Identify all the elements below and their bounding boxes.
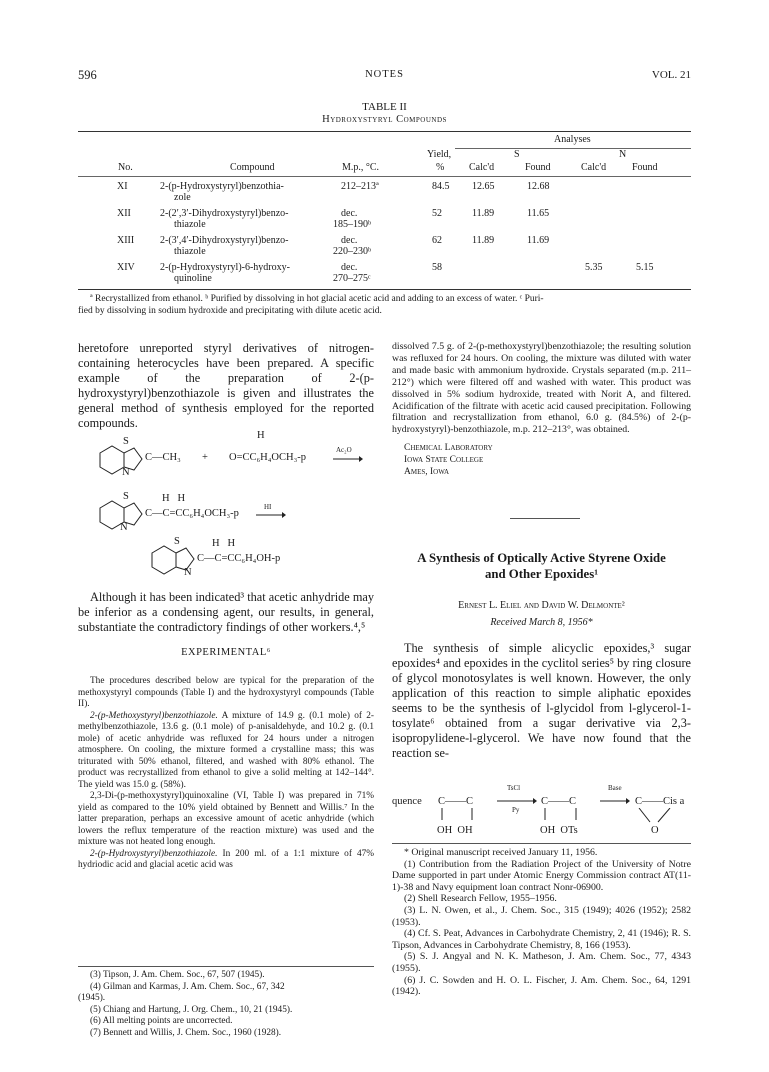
col-yield-unit: % xyxy=(436,162,445,173)
exp-paragraph-3: 2,3-Di-(p-methoxystyryl)quinoxaline (VI, Table I) was prepared in 71% yield as compared to the 10% yield obtained by Bennett and Willis.⁷ In the latter preparation, perhaps an excessive amount of acetic anhydride (which lowers the reflux temperature of the reaction mixture) was used and the mixture was not heated long enough. xyxy=(78,791,374,847)
table-cell-compound-cont: quinoline xyxy=(174,273,212,284)
section-title: NOTES xyxy=(365,69,404,80)
exp-paragraph-2: A mixture of 14.9 g. (0.1 mole) of 2-methylbenzothiazole, 13.6 g. (0.1 mole) of p-anisaldehyde, and 10.2 g. (0.1 mole) of acetic anhydride was refluxed for 24 hours under a nitrogen atmosphere. On cooling, the mixture formed a crystalline mass; this was triturated with 50% ethanol, filtered, and washed with 80% ethanol. The product was recrystallized from ethanol to give a solid melting at 142–144°. The yield was 15.0 g. (58%). xyxy=(78,710,375,790)
sequence-word: quence xyxy=(392,796,422,807)
table-title: Hydroxystyryl Compounds xyxy=(322,114,447,125)
table-top-rule xyxy=(78,131,691,132)
col-compound-header: Compound xyxy=(230,162,275,173)
table-cell-compound: 2-(p-Hydroxystyryl)benzothia- xyxy=(160,181,284,192)
table-header-rule xyxy=(78,176,691,177)
col-n-calcd: Calc'd xyxy=(581,162,607,173)
epoxide-oxygen: O xyxy=(651,825,659,836)
reactant-1: C—CH₃ xyxy=(145,452,181,463)
right-column-top xyxy=(392,341,691,479)
article-body xyxy=(392,641,691,761)
sulfur-label-2: S xyxy=(123,491,129,502)
intro-paragraph: heretofore unreported styryl derivatives of nitrogen-containing heterocycles have been prepared. A specific example of the preparation of 2-(p-hydroxystyryl)benzothiazole is given and illustrates the general method of synthesis employed for the reported compounds. xyxy=(78,341,374,430)
sulfur-label-1: S xyxy=(123,436,129,447)
table-footnote-line-1: ª Recrystallized from ethanol. ᵇ Purified by dissolving in hot glacial acetic acid and adding to an excess of water. ᶜ Puri- xyxy=(90,294,544,304)
continued-procedure: dissolved 7.5 g. of 2-(p-methoxystyryl)benzothiazole; the resulting solution was refluxed for 24 hours. On cooling, the mixture was diluted with water and made basic with ammonium hydroxide. Crystals separated (m.p. 211–212°) which were filtered off and washed with water. This product was dissolved in 5% sodium hydroxide, treated with Norit A, and filtered. Acidification of the filtrate with acetic acid caused precipitation. Following filtration and recrystallization from ethanol, 6.0 g. (84.5%) of 2-(p-hydroxystyryl)-benzothiazole, m.p. 212–213°, was obtained. xyxy=(392,341,691,436)
ref-6: (6) All melting points are uncorrected. xyxy=(90,1016,233,1026)
note-3: (3) L. N. Owen, et al., J. Chem. Soc., 315 (1949); 4026 (1952); 2582 (1953). xyxy=(392,904,691,928)
reagent-py: Py xyxy=(512,806,520,814)
sequence-arrow-2 xyxy=(600,797,630,805)
table-cell-no: XIV xyxy=(117,262,135,273)
nitrogen-label-3: N xyxy=(184,567,192,578)
table-cell-mp: dec. xyxy=(341,262,358,273)
plus-sign: + xyxy=(202,452,208,463)
col-mp-header: M.p., °C. xyxy=(342,162,380,173)
note-2: (2) Shell Research Fellow, 1955–1956. xyxy=(404,893,557,905)
analyses-header: Analyses xyxy=(554,134,591,145)
table-cell-no: XI xyxy=(117,181,128,192)
reaction-arrow-2 xyxy=(256,511,286,519)
sulfur-label-3: S xyxy=(174,536,180,547)
table-cell-mp: 212–213ª xyxy=(341,181,379,192)
tosylate: C——C xyxy=(541,796,577,807)
table-cell-no: XIII xyxy=(117,235,135,246)
article-authors: Ernest L. Eliel and David W. Delmonte² xyxy=(458,600,625,611)
table-cell-yield: 62 xyxy=(432,235,442,246)
table-cell-compound: 2-(3′,4′-Dihydroxystyryl)benzo- xyxy=(160,235,289,246)
note-1: (1) Contribution from the Radiation Project of the University of Notre Dame supported in part under Atomic Energy Commission contract AT(11-1)-38 and Navy equipment loan contract Nonr-06900. xyxy=(392,858,691,893)
ref-5: (5) Chiang and Hartung, J. Org. Chem., 10, 21 (1945). xyxy=(90,1004,293,1015)
table-cell-compound-cont: zole xyxy=(174,192,191,203)
reagent-base: Base xyxy=(608,784,622,792)
article-title-line-2: and Other Epoxides¹ xyxy=(484,567,599,581)
reagent-ac2o: Ac₂O xyxy=(336,446,352,454)
left-column-cont xyxy=(78,590,374,660)
table-cell-yield: 52 xyxy=(432,208,442,219)
reagent-hi: HI xyxy=(264,503,272,511)
n-header: N xyxy=(619,149,627,160)
table-bottom-rule xyxy=(78,289,691,290)
table-cell-compound-cont: thiazole xyxy=(174,219,206,230)
ref-3: (3) Tipson, J. Am. Chem. Soc., 67, 507 (1945). xyxy=(90,970,265,980)
table-cell-mp: dec. xyxy=(341,208,358,219)
table-cell-yield: 58 xyxy=(432,262,442,273)
exp-paragraph-4: In 200 ml. of a 1:1 mixture of 47% hydriodic acid and glacial acetic acid was xyxy=(78,848,374,870)
table-cell-s-calcd: 11.89 xyxy=(472,208,495,219)
product-compound: C—C=CC₆H₄OH-p xyxy=(197,553,281,564)
nitrogen-label-2: N xyxy=(120,522,128,533)
col-no-header: No. xyxy=(118,162,133,173)
affiliation-line-2: Iowa State College xyxy=(404,455,484,466)
note-6: (6) J. C. Sowden and H. O. L. Fischer, J. Am. Chem. Soc., 64, 1291 (1942). xyxy=(392,974,691,998)
sequence-is-a: is a xyxy=(670,796,685,807)
table-cell-compound: 2-(p-Hydroxystyryl)-6-hydroxy- xyxy=(160,262,290,273)
left-column xyxy=(78,341,374,431)
reaction-arrow-1 xyxy=(333,455,363,463)
table-cell-s-found: 11.69 xyxy=(527,235,550,246)
sequence-arrow-1 xyxy=(497,797,537,805)
table-footnotes xyxy=(78,293,691,317)
table-footnote-line-2: fied by dissolving in sodium hydroxide and precipitating with dilute acetic acid. xyxy=(78,306,382,316)
table-cell-compound-cont: thiazole xyxy=(174,246,206,257)
exp-paragraph-4-title: 2-(p-Hydroxystyryl)benzothiazole. xyxy=(90,848,218,859)
affiliation-line-3: Ames, Iowa xyxy=(404,467,450,478)
page-header xyxy=(78,68,691,84)
reagent-tscl: TsCl xyxy=(507,784,521,792)
note-5: (5) S. J. Angyal and N. K. Matheson, J. Am. Chem. Soc., 77, 4343 (1955). xyxy=(392,951,691,974)
table-cell-mp-cont: 185–190ᵇ xyxy=(333,219,372,230)
article-title-line-1: A Synthesis of Optically Active Styrene Oxide xyxy=(417,551,666,565)
s-header: S xyxy=(514,149,520,160)
table-label: TABLE II xyxy=(362,101,407,113)
right-notes xyxy=(392,843,691,998)
exp-paragraph-2-title: 2-(p-Methoxystyryl)benzothiazole. xyxy=(90,710,218,721)
table-cell-compound: 2-(2′,3′-Dihydroxystyryl)benzo- xyxy=(160,208,289,219)
aldehyde-hydrogen: H xyxy=(257,430,265,441)
affiliation-line-1: Chemical Laboratory xyxy=(404,443,493,454)
experimental-section xyxy=(78,676,374,872)
although-paragraph: Although it has been indicated³ that acetic anhydride may be inferior as a condensing agent, our results, in general, substantiate the contradictory findings of other workers.⁴,⁵ xyxy=(78,590,374,634)
intermediate-compound: C—C=CC₆H₄OCH₃-p xyxy=(145,508,239,519)
table-cell-no: XII xyxy=(117,208,131,219)
received-date: Received March 8, 1956* xyxy=(490,617,593,628)
table-cell-yield: 84.5 xyxy=(432,181,450,192)
intermediate-hydrogens: H H xyxy=(162,493,186,504)
col-s-found: Found xyxy=(525,162,551,173)
glycol: C——C xyxy=(438,796,474,807)
article-title xyxy=(392,550,691,582)
col-n-found: Found xyxy=(632,162,658,173)
ref-4: (4) Gilman and Karmas, J. Am. Chem. Soc., 67, 342 xyxy=(90,981,285,992)
epoxide: C——C xyxy=(635,796,671,807)
ref-4-cont: (1945). xyxy=(78,993,106,1003)
table-cell-n-found: 5.15 xyxy=(636,262,654,273)
table-cell-mp: dec. xyxy=(341,235,358,246)
table-cell-s-calcd: 11.89 xyxy=(472,235,495,246)
glycol-substituents: OH OH xyxy=(437,825,473,836)
note-received: * Original manuscript received January 11, 1956. xyxy=(404,847,598,858)
tosylate-substituents: OH OTs xyxy=(540,825,578,836)
nitrogen-label-1: N xyxy=(122,467,130,478)
reactant-2: O=CC₆H₄OCH₃-p xyxy=(229,452,306,463)
page-number: 596 xyxy=(78,68,97,82)
analyses-rule xyxy=(455,148,691,149)
table-cell-mp-cont: 270–275ᶜ xyxy=(333,273,371,284)
exp-paragraph-1: The procedures described below are typical for the preparation of the methoxystyryl compounds (Table I) and the hydroxystyryl compounds (Table II). xyxy=(78,676,374,709)
ref-7: (7) Bennett and Willis, J. Chem. Soc., 1960 (1928). xyxy=(90,1027,282,1038)
article-separator xyxy=(510,518,580,519)
body-paragraph: The synthesis of simple alicyclic epoxides,³ sugar epoxides⁴ and epoxides in the cyclitol series⁵ by ring closure of glycol monotosylates is well known. However, the only application of this reaction to simple aliphatic epoxides seems to be the synthesis of l-glycidol from l-glycerol-1-tosylate⁶ obtained from a sugar derivative via 2,3-isopropylidene-l-glycerol. We have now found that the reaction se- xyxy=(392,641,691,760)
product-hydrogens: H H xyxy=(212,538,236,549)
table-cell-s-calcd: 12.65 xyxy=(472,181,495,192)
experimental-heading: EXPERIMENTAL⁶ xyxy=(181,647,271,658)
table-cell-s-found: 12.68 xyxy=(527,181,550,192)
yield-header: Yield, xyxy=(427,149,452,160)
col-s-calcd: Calc'd xyxy=(469,162,495,173)
table-cell-s-found: 11.65 xyxy=(527,208,550,219)
table-cell-n-calcd: 5.35 xyxy=(585,262,603,273)
note-4: (4) Cf. S. Peat, Advances in Carbohydrate Chemistry, 2, 41 (1946); R. S. Tipson, Advances in Carbohydrate Chemistry, 8, 166 (1953). xyxy=(392,928,691,951)
table-cell-mp-cont: 220–230ᵇ xyxy=(333,246,372,257)
left-references xyxy=(78,966,374,1039)
volume-label: VOL. 21 xyxy=(651,69,691,81)
